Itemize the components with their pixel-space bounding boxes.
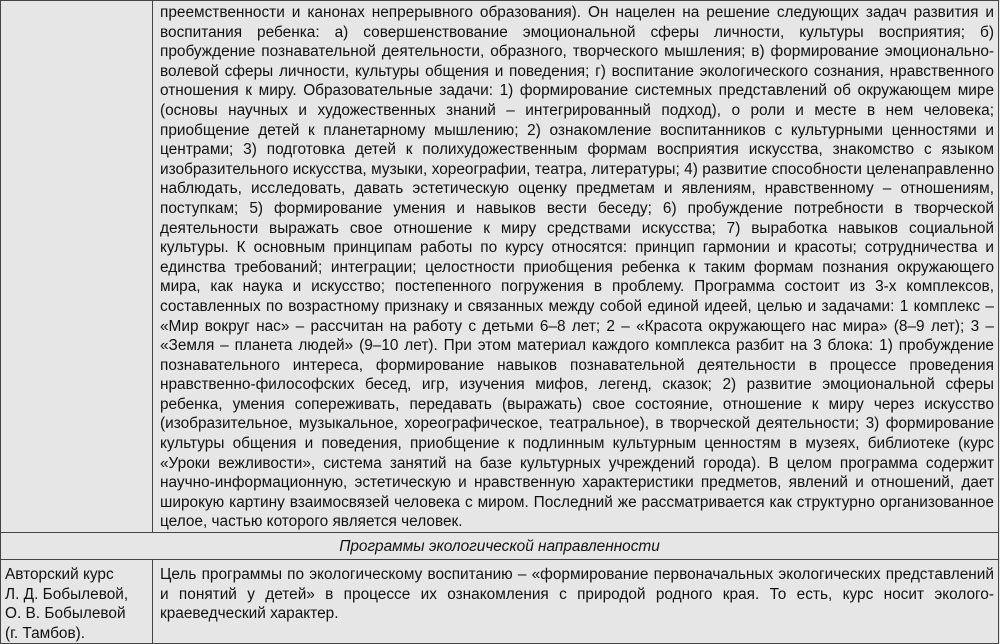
description-cell — [153, 560, 999, 644]
description-cell — [153, 1, 999, 533]
author-line: О. В. Бобылевой — [5, 605, 126, 623]
program-description: Цель программы по экологическому воспитанию – «формирование первоначальных экологических представлений и понятий у детей» в процессе их ознакомления с природой родного края. То есть, курс носит эколого-краеведческий характер. — [160, 566, 994, 623]
table-row — [1, 560, 999, 644]
author-line: (г. Тамбов). — [5, 624, 86, 642]
program-description: преемственности и канонах непрерывного образования). Он нацелен на решение следующих задач развития и воспитания ребенка: а) совершенствование эмоциональной сферы личности, культуры восприятия; б) пробуждение познавательной деятельности, образного, творческого мышления; в) формирование эмоционально-волевой сферы личности, культуры общения и поведения; г) воспитание экологического сознания, нравственного отношения к миру. Образовательные задачи: 1) формирование системных представлений об окружающем мире (основы научных и художественных знаний – интегрированный подход), о роли и месте в нем человека; приобщение детей к планетарному мышлению; 2) ознакомление воспитанников с культурными ценностями и центрами; 3) подготовка детей к полихудожественным формам восприятия искусства, знакомство с языком изобразительного искусства, музыки, хореографии, театра, литературы; 4) развитие способности целенаправленно наблюдать, исследовать, давать эстетическую оценку предметам и явлениям, нравственному – отношениям, поступкам; 5) формирование умения и навыков вести беседу; 6) пробуждение потребности в творческой деятельности выражать свое отношение к миру средствами искусства; 7) выработка навыков социальной культуры. К основным принципам работы по курсу относятся: принцип гармонии и красоты; сотрудничества и единства требований; интеграции; целостности приобщения ребенка к таким формам познания окружающего мира, как наука и искусство; постепенного погружения в проблему. Программа состоит из 3-х комплексов, составленных по возрастному признаку и связанных между собой единой идеей, целью и задачами: 1 комплекс – «Мир вокруг нас» – рассчитан на работу с детьми 6–8 лет; 2 – «Красота окружающего нас мира» (8–9 лет); 3 – «Земля – планета людей» (9–10 лет). При этом материал каждого комплекса разбит на 3 блока: 1) пробуждение познавательного интереса, формирование навыков познавательной деятельности в процессе проведения нравственно-философских бесед, игр, изучения мифов, легенд, сказок; 2) развитие эмоциональной сферы ребенка, умения сопереживать, передавать (выражать) свое состояние, отношение к миру через искусство (изобразительное, музыкальное, хореографическое, театральное), в творческой деятельности; 3) формирование культуры общения и поведения, приобщение к подлинным культурным ценностям в музеях, библиотеке (курс «Уроки вежливости», система занятий на базе культурных учреждений города). В целом программа содержит научно-информационную, эстетическую и нравственную характеристики предметов, явлений и отношений, дает широкую картину взаимосвязей человека с миром. Последний же рассматривается как структурно организованное целое, частью которого является человек. — [160, 4, 994, 531]
table-row — [1, 1, 999, 533]
author-line: Л. Д. Бобылевой, — [5, 585, 129, 603]
author-line: Авторский курс — [5, 566, 114, 584]
section-header-row — [1, 533, 999, 560]
author-info — [1, 560, 152, 643]
author-cell — [1, 1, 153, 533]
author-cell — [1, 560, 153, 644]
section-title: Программы экологической направленности — [1, 533, 999, 560]
